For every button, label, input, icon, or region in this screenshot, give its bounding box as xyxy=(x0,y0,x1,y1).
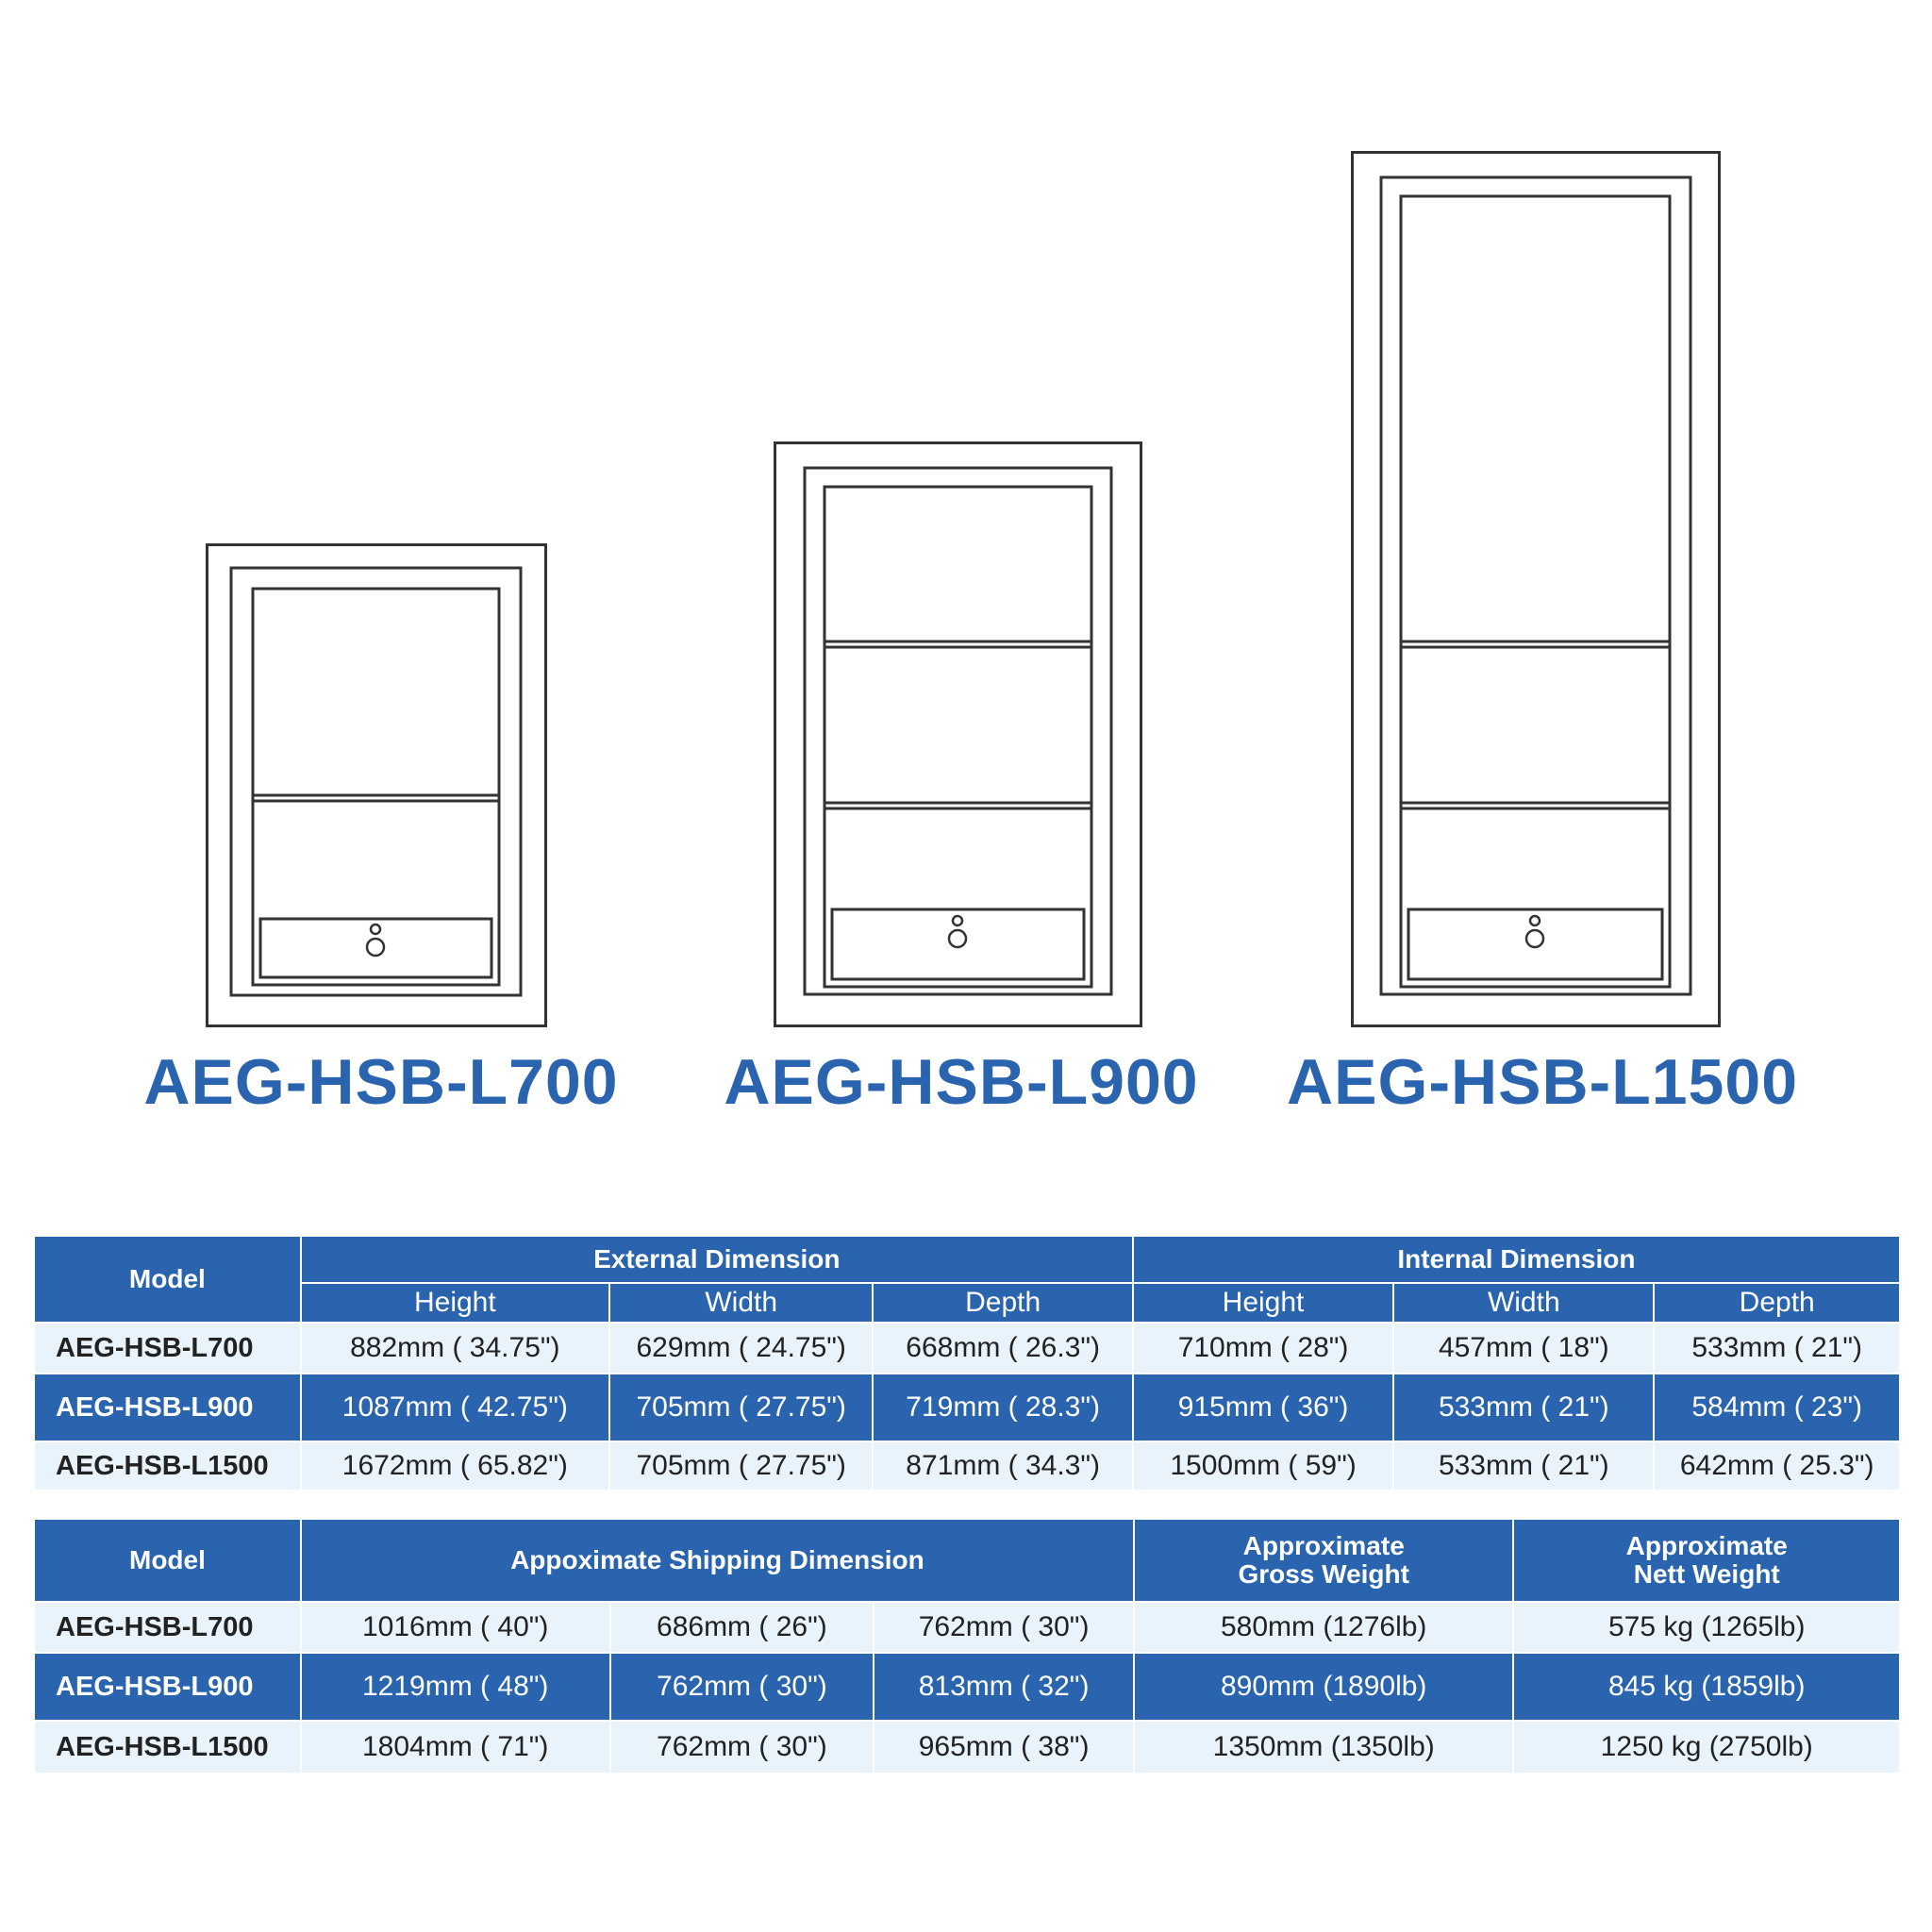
table-row xyxy=(35,1722,1899,1773)
table-cell: 533mm ( 21") xyxy=(1655,1324,1899,1373)
table-cell: 871mm ( 34.3") xyxy=(874,1442,1131,1490)
table-cell: 457mm ( 18") xyxy=(1394,1324,1653,1373)
nett-weight-header-line2: Nett Weight xyxy=(1633,1559,1780,1589)
table-cell: 1672mm ( 65.82") xyxy=(302,1442,608,1490)
row-model: AEG-HSB-L900 xyxy=(35,1654,300,1720)
table-cell: 705mm ( 27.75") xyxy=(610,1374,873,1441)
table-cell: 705mm ( 27.75") xyxy=(610,1442,873,1490)
table-cell: 915mm ( 36") xyxy=(1134,1374,1392,1441)
gross-weight-header-line1: Approximate xyxy=(1242,1531,1405,1560)
row-model: AEG-HSB-L900 xyxy=(35,1374,300,1441)
table-cell: 668mm ( 26.3") xyxy=(874,1324,1131,1373)
table-cell: 584mm ( 23") xyxy=(1655,1374,1899,1441)
table-cell: 813mm ( 32") xyxy=(874,1654,1133,1720)
table-row xyxy=(35,1324,1899,1373)
internal-depth-header: Depth xyxy=(1655,1284,1899,1322)
gross-weight-header-line2: Gross Weight xyxy=(1238,1559,1409,1589)
table-cell: 965mm ( 38") xyxy=(874,1722,1133,1773)
row-model: AEG-HSB-L700 xyxy=(35,1324,300,1373)
internal-dimension-header: Internal Dimension xyxy=(1134,1237,1899,1282)
table-cell: 890mm (1890lb) xyxy=(1135,1654,1513,1720)
dimension-model-header: Model xyxy=(35,1237,300,1322)
table-row xyxy=(35,1603,1899,1652)
table-cell: 580mm (1276lb) xyxy=(1135,1603,1513,1652)
shipping-dimension-header: Appoximate Shipping Dimension xyxy=(302,1520,1133,1601)
table-cell: 686mm ( 26") xyxy=(611,1603,874,1652)
table-cell: 1500mm ( 59") xyxy=(1134,1442,1392,1490)
external-depth-header: Depth xyxy=(874,1284,1131,1322)
shipping-model-header: Model xyxy=(35,1520,300,1601)
gross-weight-header xyxy=(1135,1520,1513,1601)
row-model: AEG-HSB-L1500 xyxy=(35,1442,300,1490)
table-cell: 710mm ( 28") xyxy=(1134,1324,1392,1373)
model-title-l1500: AEG-HSB-L1500 xyxy=(1286,1046,1799,1118)
table-cell: 1250 kg (2750lb) xyxy=(1514,1722,1899,1773)
table-row xyxy=(35,1442,1899,1490)
external-height-header: Height xyxy=(302,1284,608,1322)
nett-weight-header-line1: Approximate xyxy=(1625,1531,1788,1560)
table-cell: 1804mm ( 71") xyxy=(302,1722,609,1773)
safe-illustration-l700 xyxy=(206,543,547,1027)
safe-illustration-l900 xyxy=(774,441,1142,1027)
internal-width-header: Width xyxy=(1394,1284,1653,1322)
table-cell: 533mm ( 21") xyxy=(1394,1442,1653,1490)
table-cell: 575 kg (1265lb) xyxy=(1514,1603,1899,1652)
table-cell: 719mm ( 28.3") xyxy=(874,1374,1131,1441)
row-model: AEG-HSB-L1500 xyxy=(35,1722,300,1773)
table-row xyxy=(35,1654,1899,1720)
table-cell: 845 kg (1859lb) xyxy=(1514,1654,1899,1720)
external-width-header: Width xyxy=(610,1284,873,1322)
table-cell: 762mm ( 30") xyxy=(611,1722,874,1773)
safe-illustration-l1500 xyxy=(1351,151,1721,1027)
row-model: AEG-HSB-L700 xyxy=(35,1603,300,1652)
table-cell: 1350mm (1350lb) xyxy=(1135,1722,1513,1773)
table-cell: 533mm ( 21") xyxy=(1394,1374,1653,1441)
table-cell: 882mm ( 34.75") xyxy=(302,1324,608,1373)
table-cell: 1087mm ( 42.75") xyxy=(302,1374,608,1441)
internal-height-header: Height xyxy=(1134,1284,1392,1322)
table-cell: 642mm ( 25.3") xyxy=(1655,1442,1899,1490)
dimension-table xyxy=(33,1235,1901,1491)
model-title-l900: AEG-HSB-L900 xyxy=(724,1046,1199,1118)
shipping-weight-table xyxy=(33,1518,1901,1774)
table-cell: 762mm ( 30") xyxy=(874,1603,1133,1652)
table-cell: 629mm ( 24.75") xyxy=(610,1324,873,1373)
table-cell: 1219mm ( 48") xyxy=(302,1654,609,1720)
table-row xyxy=(35,1374,1899,1441)
table-cell: 1016mm ( 40") xyxy=(302,1603,609,1652)
table-cell: 762mm ( 30") xyxy=(611,1654,874,1720)
model-title-l700: AEG-HSB-L700 xyxy=(143,1046,619,1118)
external-dimension-header: External Dimension xyxy=(302,1237,1132,1282)
nett-weight-header xyxy=(1514,1520,1899,1601)
